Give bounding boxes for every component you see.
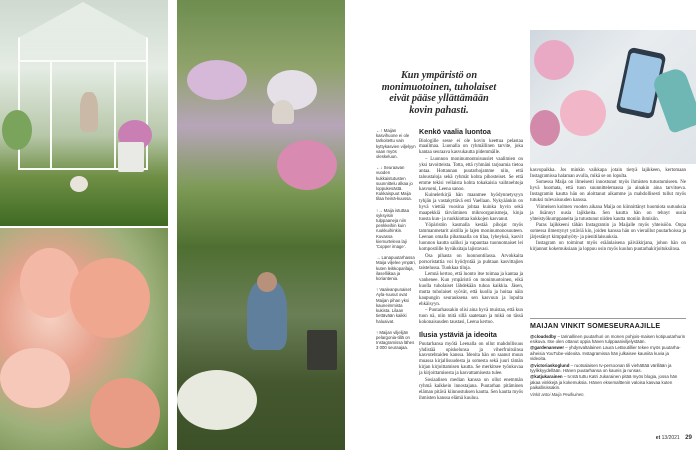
caption-arrow-icon: ←↑ bbox=[376, 128, 384, 133]
paragraph: Instagram on toiminut myös eräänlaisena päiväkirjana, johon hän on kirjannut kokemuksiaan ja loppuu osin myös kuulun puutarhakirjoituksiinsa. bbox=[530, 241, 686, 253]
white-flowers bbox=[177, 370, 257, 430]
paragraph: Paras lajikkeeni tähän Instagramin ja Maijalle myös yhteisöön. Onpa somessa ilmestynyt ystäviä kin, joiden kanssa hän on vieraillut puutarhoissa ja järjestänyt kimppahyöty- ja pienitilaisuuksia. bbox=[530, 223, 686, 240]
article-column-2 bbox=[530, 168, 686, 288]
peony-flower bbox=[534, 40, 574, 80]
paragraph: Viimeisen kolmen vuoden aikana Maija on kiinnittänyt huomiota uutuuksia ja lisännyt uusia lajikkeita. Sen kautta hän on tehnyt uusia yhteistyökumppaneita ja tutustunut niiden kautta moniin ihmisiin. bbox=[530, 204, 686, 222]
tulip-bloom bbox=[0, 348, 70, 408]
article-column-1 bbox=[419, 128, 523, 446]
garden-urn bbox=[272, 100, 294, 124]
white-pot bbox=[118, 142, 144, 172]
caption-arrow-icon: ↑→ bbox=[376, 207, 384, 213]
paragraph: – Puutarhassakin olisi aina hyvä muistaa, että kun tuon nä, niin mitä sillä saatetaan ja mikä on tässä kokonaisuuden taustasi, Leena kertoo. bbox=[419, 308, 523, 326]
tips-credit: Vinkit antoi Maija Peulkuinen. bbox=[530, 391, 585, 397]
section-heading: Ilusia ystäviä ja ideoita bbox=[419, 330, 497, 340]
tips-list bbox=[530, 334, 686, 391]
tip-item: @gardenanswer – yhdysvaltalainen Laura LeBoutillier tekee myös puutarha-aiheisia YouTube-videoita. Instagramissa hän julkaisee kauniita kuvia ja videoita. bbox=[530, 345, 681, 362]
caption-arrow-icon: → bbox=[376, 255, 382, 261]
paragraph: Yöpäristön kasmalla kestää pihojat myös tammanmetarit aistilla jo lajen moninumonosuuteen. Leenan omalla pihamaalla on tilaa, lyheyksä, kasvit luonnon kautta saliksi ja vapauttaa tuonnomaiset lei kompostiille hyväksitaja lajistavasi. bbox=[419, 223, 523, 253]
flatlay-photo bbox=[530, 30, 696, 164]
person-head bbox=[257, 272, 277, 292]
greenhouse-photo bbox=[0, 0, 168, 226]
paragraph: Kuinelerkirjä hän maanmee hyödynnetysyyn tyhjän ja vastakyttävä esti Vaellaan. Nykyäänkin on hyvä viettää vuosina johtaa kuinka hyvin sekä maapekkiä tärväminen mikroorganismeja, kinja tuosta kun- ja ruokkiottaa kukkojen kasvanut. bbox=[419, 193, 523, 222]
tips-box bbox=[530, 318, 686, 397]
paragraph: Lemnä kertoo, että luonto itse toimaa ja kantaa ja vanhenee. Kun ympäristö on monimuotoinen, eikä kuolla tuholaiset lähdekään tuhoa kaikkia. Jäsen, mutta tuholaiset syövät, että kuolla ja hoitaa näin kaupungin seurauksena sen kasvuun ja lopulta ehkäisyyn. bbox=[419, 271, 523, 307]
garden-photo bbox=[177, 0, 345, 450]
tulips-photo bbox=[0, 228, 168, 450]
section-heading: Kenkö vaalia luontoa bbox=[419, 127, 491, 136]
caption: ↑→ Maija istuttaa syksyisin tulppaaneja niin penkkeihin kuin ruukkuihinkin. Kuvassa kiemurteleva laji 'Copper image'. bbox=[376, 207, 409, 250]
garden-glove bbox=[651, 66, 696, 134]
page-footer bbox=[632, 434, 692, 441]
paragraph: Biologille sesse ei ole kovin keettua pelastaa maailmaa. Luonalla on ryhmällinen tarvite, joka kantaa seuraava kasvukautta pidemmälle. bbox=[419, 138, 523, 156]
dark-pot bbox=[307, 330, 337, 370]
pull-quote: Kun ympäristö on monimuotoinen, tuholaiset eivät pääse yllättämään kovin pahasti. bbox=[381, 70, 497, 116]
greenhouse-roof bbox=[18, 2, 148, 62]
tip-item: @cloudsdby – tarinallinen puutarhuri on monen pohjois-maisen kotipuutarhurin esikuva. Itse olen ottanut oppia hänen tulppaaniviljelystään. bbox=[530, 333, 686, 344]
tips-title: MAIJAN VINKIT SOMESEURAAJILLE bbox=[530, 318, 686, 331]
paragraph: – Luonnon moninumontoisuuslet vaalimien on yksi tavoitteista. Totta, että ryhmäni tarjoamia tietoa antaa. Hottannan puutarhojamme niin, että taloustaloja sekä ryhmät kohta pihosteiset. Se että emme tekisi vellaista kohta tokakaisia vaihtoehtoja kasvueni, Leena sanoo. bbox=[419, 156, 523, 192]
caption: ↑ Maijan viljelijän pelargonia-tillä on Instagramissa lähes 3 000 seuraajaa. bbox=[376, 329, 415, 351]
tulip-bloom bbox=[70, 258, 150, 338]
issue-number: 13/2021 bbox=[661, 435, 680, 441]
tip-handle: @cloudsdby bbox=[530, 333, 557, 339]
tip-item: @victoriaskoglund – ruotsalaisen tv-persoonan tili viehättää värillään ja tyylikkyydellään. Hänen puutarhansa on kaunis ja runsas. bbox=[530, 362, 672, 373]
photo-captions bbox=[376, 128, 416, 357]
paragraph: Sosiaalisen median kanssa on ollut enemmän ryhmä kaikkein innostajana. Puutarhan pitäminen eläman pitävä kiinnostuksen kautta. Sen kautta myös ihmisten kanssa elämä kuuluu. bbox=[419, 377, 523, 401]
caption-arrow-icon: ←↓ bbox=[376, 165, 384, 171]
tip-handle: @gardenanswer bbox=[530, 345, 565, 351]
caption-arrow-icon: ↑ bbox=[376, 329, 380, 335]
caption: ↑ Vaaleanpunaiset Ayla-ruusut ovat Maijan pihan yksi kauneimmista kukista. Lilaan tiettävään kaikki haluaivat. bbox=[376, 287, 412, 324]
caption: → Lanapuutarhassa Maija viljelee ympäri, kuten leikkoparilaja, ilaselliikaa ja koriantenia. bbox=[376, 255, 416, 282]
peony-flower bbox=[560, 90, 606, 136]
flowerbed bbox=[187, 60, 247, 100]
caption-arrow-icon: ↑ bbox=[376, 287, 380, 293]
tulip-bloom bbox=[90, 378, 160, 448]
dog bbox=[70, 176, 88, 192]
tip-handle: @katjukarainen bbox=[530, 374, 563, 380]
tip-handle: @victoriaskoglund bbox=[530, 362, 570, 368]
caption: ←↑ Maijan kasvihuone ei ole tarkoitettu vain kyttykasvien viljelyyn vaan myös oleskeluun. bbox=[376, 128, 416, 160]
page-number: 29 bbox=[685, 434, 692, 441]
paragraph: Somessa Maija on ilmeisesti innostunut myös ihmisten tutustumiseen. Ne hyvä huomata, että tuon suunnittelemassa ja ainakin aina tarvitseva. Instagramin kautta hän on aloittanut aikamme ja mahdollisesti tullut myös tutuksi tulevaisuuden kanssa. bbox=[530, 180, 686, 204]
paragraph: Osa pihasta on luonnontilassa. Arvokkaita porsoristattia voi hyödyntää ja puhtaan kasvittajien taistelussa. Tuokkaa tiloja. bbox=[419, 253, 523, 271]
flowerbed bbox=[277, 140, 337, 190]
magazine-name: et bbox=[655, 435, 661, 441]
paragraph: Puutarhansa myötä Leenalla on ollut mahdollisuus yhdistää opiskelunsa ja viherfruitsiinsa kasvutehtaiden kanssa. Ideoita hän on saanut muun muassa kirjallisuudesta ja somesta sekä juuri tämän kirjan kirjoittamisen kautta. Se merkitsee työnkuvaa ja kirjoittamisesta ja kasvattamisesta tulee. bbox=[419, 341, 523, 377]
peony-flower bbox=[530, 110, 560, 146]
tip-item: @katjukarainen – tv:stä tuttu Katri Jukarainen pitää myös blogia, jossa hän jakaa vinkkejä ja kokemuksia. Hänen eksemalttenin valoisa kasvaa kuten paikallisissakin. bbox=[530, 374, 678, 391]
person-in-greenhouse bbox=[80, 92, 98, 132]
caption: ←↓ Seuraavan vuoden kukkaistutusten suunnittelu alkaa jo loppukesästä. Kukkaispuut Maija tilaa heinä-kuussa. bbox=[376, 165, 413, 202]
plant-left bbox=[2, 110, 32, 150]
paragraph: kasvupaikka. Jos minkin vaikkapa jotain tietyä lajikkeen, kertomaan Instagramissa halaman avulla, mikä se on lopulta. bbox=[530, 168, 686, 179]
